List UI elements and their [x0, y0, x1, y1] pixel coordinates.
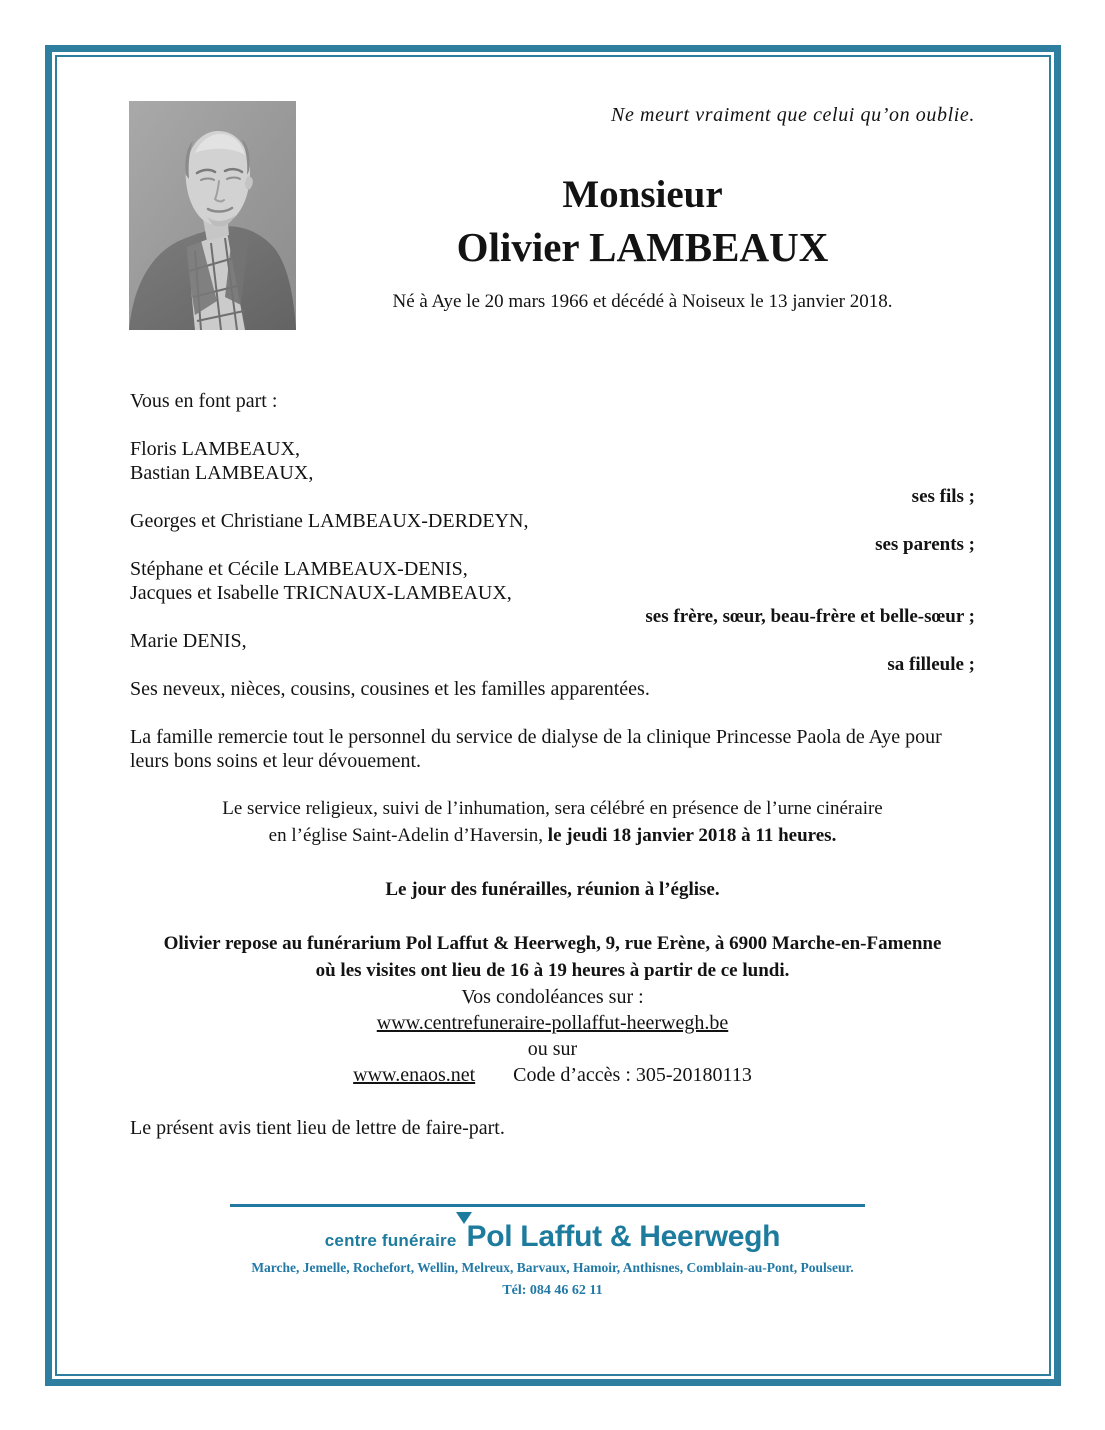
ceremony-line [130, 876, 975, 903]
portrait-photo-image [129, 101, 296, 330]
ceremony-text-segment: Le service religieux, suivi de l’inhumation, sera célébré en présence de l’urne cinéraire [222, 798, 883, 819]
announcement-line: Floris LAMBEAUX, [130, 438, 301, 460]
condolences-intro: Vos condoléances sur : [461, 986, 644, 1008]
legal-notice: Le présent avis tient lieu de lettre de faire-part. [130, 1117, 505, 1139]
ceremony-text-segment: Olivier repose au funérarium Pol Laffut & Heerwegh, 9, rue Erène, à 6900 Marche-en-Famenne [163, 933, 942, 954]
announcement-line: Bastian LAMBEAUX, [130, 462, 314, 484]
ceremony-line [130, 957, 975, 984]
ceremony-spacer [130, 903, 975, 930]
life-dates: Né à Aye le 20 mars 1966 et décédé à Noiseux le 13 janvier 2018. [392, 291, 893, 312]
condolences-block [130, 984, 975, 1088]
announcement-line: sa filleule ; [887, 654, 975, 675]
ceremony-text-segment: le jeudi 18 janvier 2018 à 11 heures. [547, 825, 837, 846]
announcement-spacer [130, 701, 975, 725]
announcement-line: Georges et Christiane LAMBEAUX-DERDEYN, [130, 510, 529, 532]
brand-locations: Marche, Jemelle, Rochefort, Wellin, Melreux, Barvaux, Hamoir, Anthisnes, Comblain-au-Pont, Poulseur. [251, 1260, 854, 1275]
brand-name [466, 1216, 780, 1258]
ceremony-lines [130, 795, 975, 984]
brand-prefix: centre funéraire [324, 1231, 457, 1250]
ceremony-line [130, 930, 975, 957]
title-block [310, 170, 975, 314]
announcement-line: Vous en font part : [130, 390, 278, 412]
announcement-line: ses fils ; [911, 486, 975, 507]
announcement-line: Stéphane et Cécile LAMBEAUX-DENIS, [130, 558, 468, 580]
deceased-name: Olivier LAMBEAUX [456, 224, 829, 270]
footer-divider-line [230, 1204, 865, 1207]
condolence-site-secondary-link[interactable]: www.enaos.net [353, 1064, 476, 1086]
ceremony-text-segment: Le jour des funérailles, réunion à l’église. [385, 879, 720, 900]
access-code: Code d’accès : 305-20180113 [513, 1064, 752, 1086]
brand-triangle-icon [456, 1212, 472, 1224]
announcement-line: ses parents ; [875, 534, 975, 555]
announcement-spacer [130, 413, 975, 437]
announcement-line: Ses neveux, nièces, cousins, cousines et les familles apparentées. [130, 678, 650, 700]
ceremony-text-segment: où les visites ont lieu de 16 à 19 heures à partir de ce lundi. [315, 960, 790, 981]
announcement-line: leurs bons soins et leur dévouement. [130, 750, 422, 772]
ceremony-spacer [130, 849, 975, 876]
ceremony-line [130, 795, 975, 822]
title-prefix: Monsieur [562, 173, 723, 216]
funeral-home-logo [130, 1216, 975, 1262]
ceremony-text-segment: en l’église Saint-Adelin d’Haversin, [268, 825, 548, 846]
brand-phone: Tél: 084 46 62 11 [502, 1283, 603, 1298]
brand-name-text: Pol Laffut & Heerwegh [466, 1220, 781, 1253]
announcement-lines [130, 389, 975, 773]
announcement-line: Marie DENIS, [130, 630, 247, 652]
ceremony-line [130, 822, 975, 849]
announcement-line: La famille remercie tout le personnel du service de dialyse de la clinique Princesse Paola de Aye pour [130, 726, 942, 748]
condolence-or-label: ou sur [527, 1038, 578, 1060]
announcement-line: Jacques et Isabelle TRICNAUX-LAMBEAUX, [130, 582, 512, 604]
portrait-photo [129, 101, 296, 330]
announcement-line: ses frère, sœur, beau-frère et belle-sœur ; [645, 606, 975, 627]
memorial-quote: Ne meurt vraiment que celui qu’on oublie. [611, 104, 975, 126]
condolence-site-primary-link[interactable]: www.centrefuneraire-pollaffut-heerwegh.be [376, 1012, 729, 1034]
